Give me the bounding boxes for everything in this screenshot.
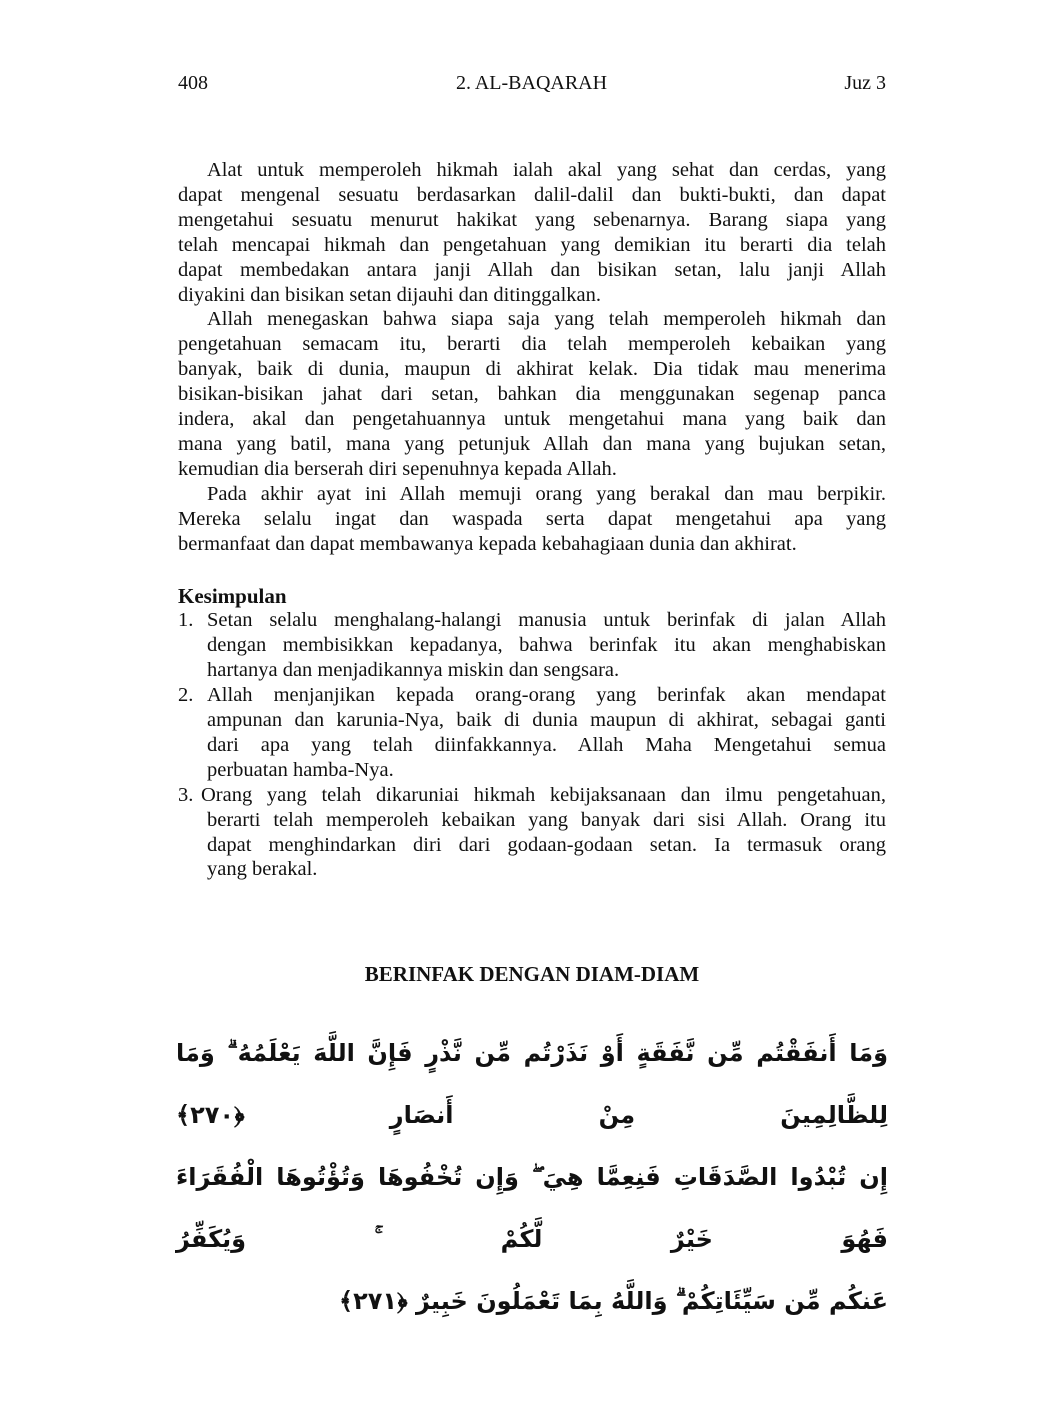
- text-line: bermanfaat dan dapat membawanya kepada kebahagiaan dunia dan akhirat.: [178, 532, 797, 555]
- page-number: 408: [178, 72, 208, 94]
- paragraph: [178, 307, 886, 481]
- list-number: 3.: [178, 783, 194, 806]
- text-line: banyak, baik di dunia, maupun di akhirat kelak. Dia tidak mau menerima: [178, 358, 886, 381]
- text-line: dapat menghindarkan diri dari godaan-godaan setan. Ia termasuk orang: [207, 833, 886, 856]
- text-line: Pada akhir ayat ini Allah memuji orang yang berakal dan mau berpikir.: [207, 482, 886, 505]
- text-line: Mereka selalu ingat dan waspada serta dapat mengetahui apa yang: [178, 507, 886, 530]
- text-line: Setan selalu menghalang-halangi manusia untuk berinfak di jalan Allah: [207, 609, 886, 632]
- text-line: dengan membisikkan kepadanya, bahwa berinfak itu akan menghabiskan: [207, 634, 886, 657]
- text-line: dapat mengenal sesuatu berdasarkan dalil-dalil dan bukti-bukti, dan dapat: [178, 183, 886, 206]
- paragraph: [178, 482, 886, 557]
- text-line: Alat untuk memperoleh hikmah ialah akal yang sehat dan cerdas, yang: [207, 159, 886, 181]
- text-line: dapat membedakan antara janji Allah dan bisikan setan, lalu janji Allah: [178, 258, 886, 281]
- text-line: mana yang batil, mana yang petunjuk Allah dan mana yang bujukan setan,: [178, 432, 886, 455]
- text-line: diyakini dan bisikan setan dijauhi dan ditinggalkan.: [178, 283, 602, 306]
- list-item: [178, 608, 886, 683]
- text-line: perbuatan hamba-Nya.: [207, 758, 394, 781]
- text-line: dari apa yang telah diinfakkannya. Allah Maha Mengetahui semua: [207, 733, 886, 756]
- arabic-verses: [176, 1022, 888, 1332]
- conclusion-heading: Kesimpulan: [178, 583, 287, 608]
- text-line: Allah menjanjikan kepada orang-orang yang berinfak akan mendapat: [207, 684, 886, 707]
- text-line: mengetahui sesuatu menurut hakikat yang sebenarnya. Barang siapa yang: [178, 208, 886, 231]
- text-line: ampunan dan karunia-Nya, baik di dunia maupun di akhirat, sebagai ganti: [207, 709, 886, 732]
- body-text: [178, 158, 886, 882]
- paragraph: [178, 158, 886, 307]
- section-title: BERINFAK DENGAN DIAM-DIAM: [364, 962, 700, 986]
- text-line: bisikan-bisikan jahat dari setan, bahkan dia menggunakan segenap panca: [178, 383, 886, 406]
- list-number: 1.: [178, 609, 194, 632]
- text-line: pengetahuan semacam itu, berarti dia telah memperoleh kebaikan yang: [178, 333, 886, 356]
- arabic-verse-line: عَنكُم مِّن سَيِّئَاتِكُمْ ۗ وَاللَّهُ بِمَا تَعْمَلُونَ خَبِيرٌ ﴿٢٧١﴾: [339, 1287, 888, 1315]
- text-line: indera, akal dan pengetahuannya untuk mengetahui mana yang baik dan: [178, 408, 886, 431]
- spacer: [178, 557, 886, 584]
- running-title: 2. AL-BAQARAH: [455, 72, 608, 94]
- text-line: hartanya dan menjadikannya miskin dan sengsara.: [207, 659, 620, 682]
- text-line: kemudian dia berserah diri sepenuhnya kepada Allah.: [178, 457, 617, 480]
- juz-label: Juz 3: [844, 72, 886, 94]
- arabic-verse-line: إِن تُبْدُوا الصَّدَقَاتِ فَنِعِمَّا هِيَ ۖ وَإِن تُخْفُوهَا وَتُؤْتُوهَا الْفُقَرَاءَ فَهُوَ خَيْرٌ لَّكُمْ ۚ وَيُكَفِّرُ: [176, 1163, 888, 1253]
- arabic-verse-line: وَمَا أَنفَقْتُم مِّن نَّفَقَةٍ أَوْ نَذَرْتُم مِّن نَّذْرٍ فَإِنَّ اللَّهَ يَعْلَمُهُ ۗ وَمَا لِلظَّالِمِينَ مِنْ أَنصَارٍ ﴿٢٧٠﴾: [176, 1039, 888, 1129]
- text-line: Allah menegaskan bahwa siapa saja yang telah memperoleh hikmah dan: [207, 308, 886, 331]
- text-line: Orang yang telah dikaruniai hikmah kebijaksanaan dan ilmu pengetahuan,: [201, 783, 886, 806]
- text-line: yang berakal.: [207, 858, 318, 881]
- list-item: [178, 683, 886, 783]
- list-number: 2.: [178, 684, 194, 707]
- list-item: [178, 783, 886, 883]
- text-line: berarti telah memperoleh kebaikan yang banyak dari sisi Allah. Orang itu: [207, 808, 886, 831]
- text-line: telah mencapai hikmah dan pengetahuan yang demikian itu berarti dia telah: [178, 233, 886, 256]
